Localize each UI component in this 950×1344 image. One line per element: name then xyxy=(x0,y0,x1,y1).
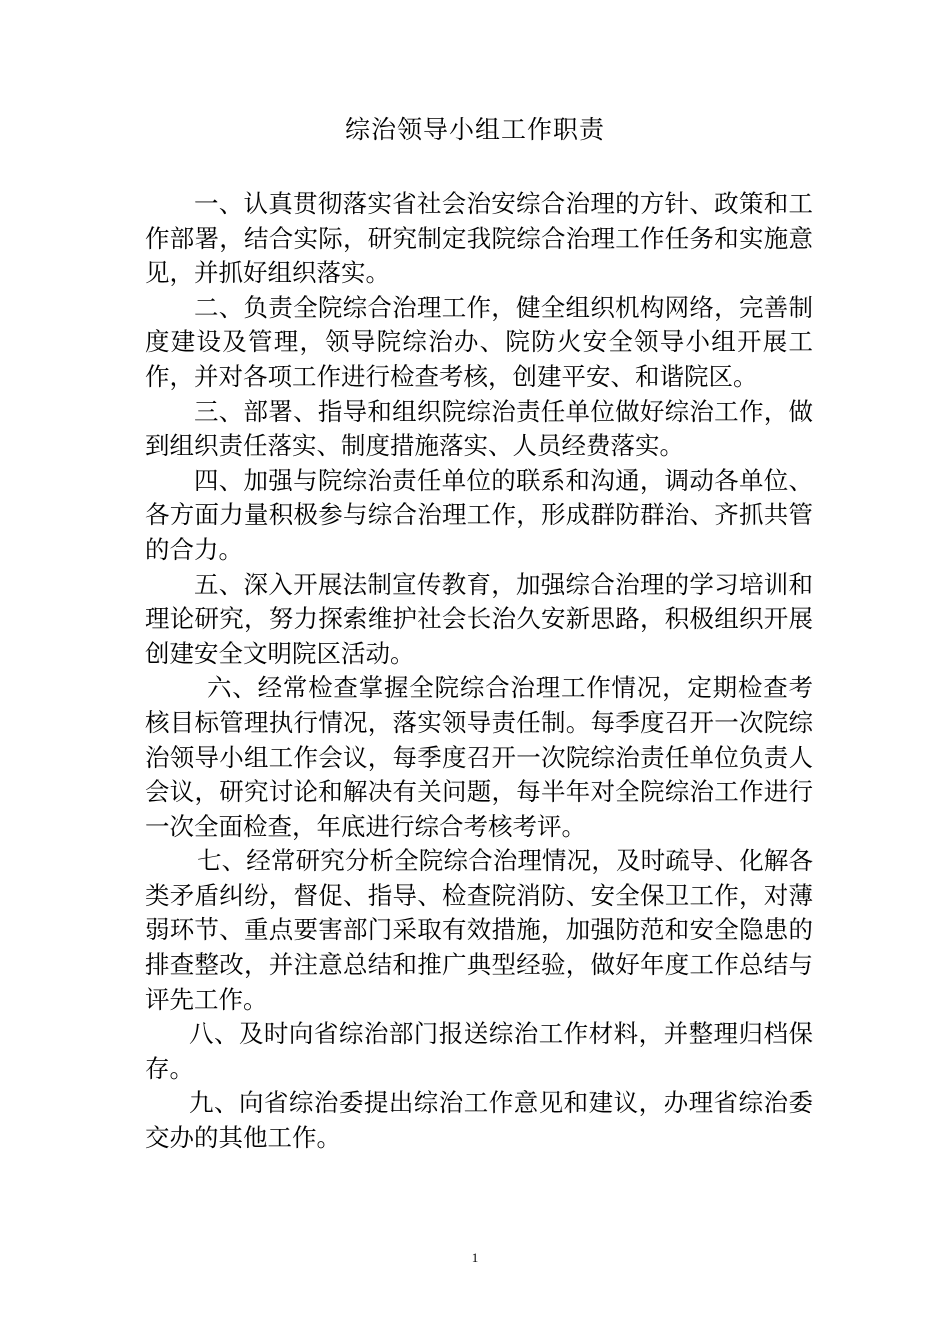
page-number: 1 xyxy=(471,1250,479,1265)
document-body xyxy=(145,187,813,1156)
paragraph-7: 七、经常研究分析全院综合治理情况，及时疏导、化解各类矛盾纠纷，督促、指导、检查院消防、安全保卫工作，对薄弱环节、重点要害部门采取有效措施，加强防范和安全隐患的排查整改，并注意总结和推广典型经验，做好年度工作总结与评先工作。 xyxy=(145,846,813,1014)
paragraph-9: 九、向省综治委提出综治工作意见和建议，办理省综治委交办的其他工作。 xyxy=(145,1088,813,1153)
paragraph-1: 一、认真贯彻落实省社会治安综合治理的方针、政策和工作部署，结合实际，研究制定我院综合治理工作任务和实施意见，并抓好组织落实。 xyxy=(145,189,813,288)
paragraph-4: 四、加强与院综治责任单位的联系和沟通，调动各单位、各方面力量积极参与综合治理工作，形成群防群治、齐抓共管的合力。 xyxy=(145,465,813,564)
document-title: 综治领导小组工作职责 xyxy=(344,115,605,144)
paragraph-5: 五、深入开展法制宣传教育，加强综合治理的学习培训和理论研究，努力探索维护社会长治久安新思路，积极组织开展创建安全文明院区活动。 xyxy=(145,569,813,668)
paragraph-8: 八、及时向省综治部门报送综治工作材料，并整理归档保存。 xyxy=(145,1019,813,1083)
paragraph-3: 三、部署、指导和组织院综治责任单位做好综治工作，做到组织责任落实、制度措施落实、人员经费落实。 xyxy=(145,396,813,461)
paragraph-6: 六、经常检查掌握全院综合治理工作情况，定期检查考核目标管理执行情况，落实领导责任制。每季度召开一次院综治领导小组工作会议，每季度召开一次院综治责任单位负责人会议，研究讨论和解决有关问题，每半年对全院综治工作进行一次全面检查，年底进行综合考核考评。 xyxy=(145,673,813,841)
paragraph-2: 二、负责全院综合治理工作，健全组织机构网络，完善制度建设及管理，领导院综治办、院防火安全领导小组开展工作，并对各项工作进行检查考核，创建平安、和谐院区。 xyxy=(145,292,813,391)
